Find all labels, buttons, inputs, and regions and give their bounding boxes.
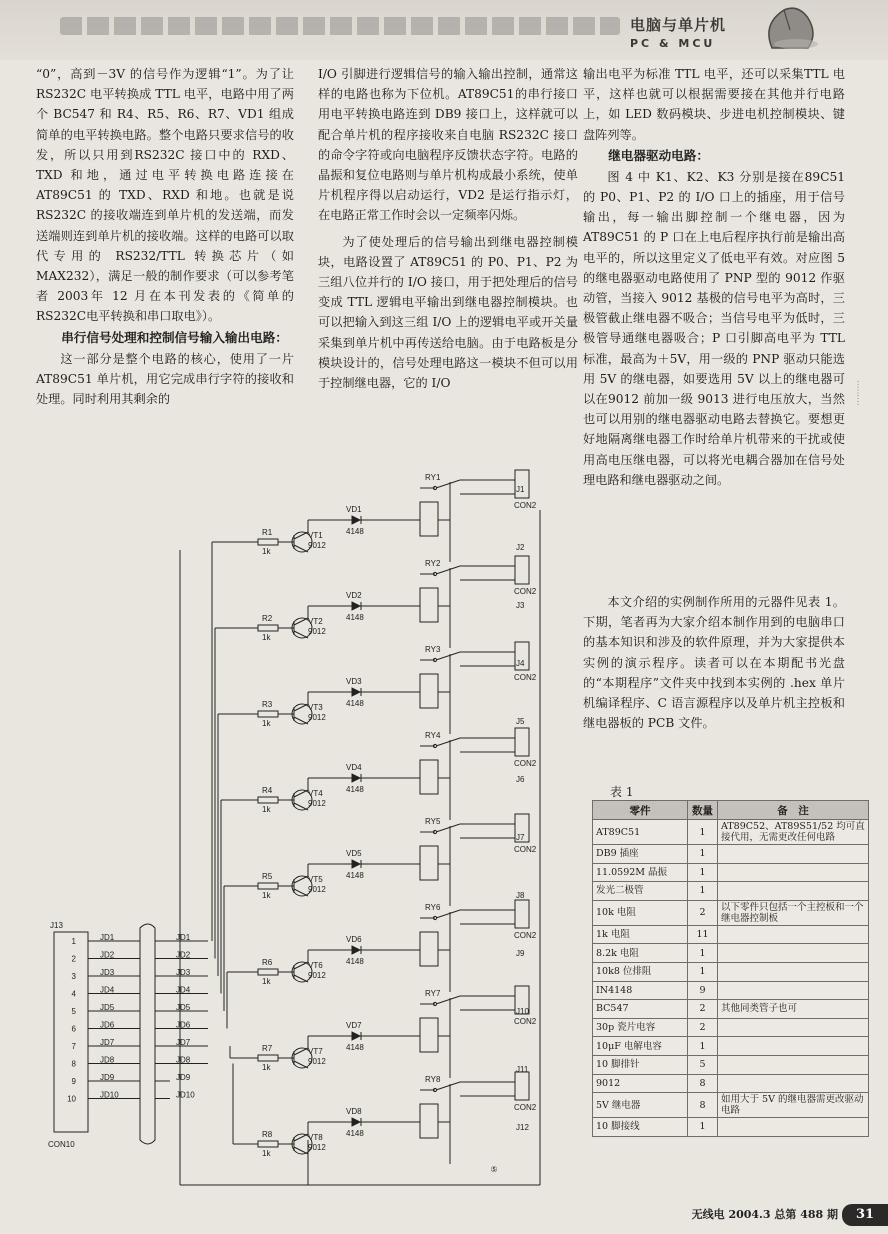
resistor-label: R1 [262,528,273,537]
figure-number: ⑤ [490,1165,498,1174]
part-name: 10 脚排针 [593,1055,688,1074]
part-note [718,1074,869,1093]
table-header: 数量 [688,801,718,820]
table-header: 备 注 [718,801,869,820]
article-column-2 [318,64,578,393]
part-quantity: 1 [688,944,718,963]
part-note [718,882,869,901]
jack-label: J9 [516,949,525,958]
diode-label: VD6 [346,935,362,944]
relay-label: RY2 [425,559,441,568]
net-label: JD7 [176,1038,191,1047]
table-header: 零件 [593,801,688,820]
diode-label: VD5 [346,849,362,858]
table-row [593,820,869,845]
resistor [258,969,278,975]
table-row [593,900,869,925]
diode-label: VD7 [346,1021,362,1030]
transistor-label: VT1 [308,531,323,540]
part-quantity: 5 [688,1055,718,1074]
part-note: 以下零件只包括一个主控板和一个继电器控制板 [718,900,869,925]
connector-label: CON10 [48,1140,75,1149]
resistor [258,797,278,803]
part-name: 8.2k 电阻 [593,944,688,963]
table-row [593,962,869,981]
part-quantity: 1 [688,845,718,864]
part-name: 1k 电阻 [593,925,688,944]
pin-number: 7 [71,1042,76,1051]
paragraph: 为了使处理后的信号输出到继电器控制模块，电路设置了 AT89C51 的 P0、P1、P2 为三组八位并行的 I/O 接口，用于把处理后的信号变成 TTL 逻辑电平输出到继电器控制模块。也可以把输入到这三组 I/O 上的逻辑电平或开关量采集到单片机中再传送给电脑。由于电路板是分模块设计的，信号处理电路这一模块不但可以用于控制继电器，它的 I/O [318,234,578,391]
resistor [258,625,278,631]
part-quantity: 11 [688,925,718,944]
part-quantity: 1 [688,820,718,845]
resistor-value: 1k [262,547,271,556]
part-name: DB9 插座 [593,845,688,864]
transistor-label: VT2 [308,617,323,626]
resistor-value: 1k [262,633,271,642]
part-name: 11.0592M 晶振 [593,863,688,882]
table-row [593,925,869,944]
transistor-model: 9012 [308,1143,326,1152]
transistor-collector [294,618,308,625]
relay-coil [420,588,438,622]
transistor-collector [294,704,308,711]
table-row [593,1118,869,1137]
relay-coil [420,1104,438,1138]
pin-number: 4 [71,989,76,999]
jack-label: J5 [516,717,525,726]
jack-label: J6 [516,775,525,784]
part-quantity: 2 [688,900,718,925]
diode-model: 4148 [346,871,364,880]
article-column-1 [36,64,294,409]
resistor-label: R5 [262,872,273,881]
diode-model: 4148 [346,1129,364,1138]
resistor [258,539,278,545]
pin-number: 9 [71,1077,76,1086]
resistor-label: R8 [262,1130,273,1139]
jack-label: J11 [516,1065,529,1074]
part-note [718,863,869,882]
relay-coil [420,760,438,794]
transistor-model: 9012 [308,799,326,808]
resistor-value: 1k [262,891,271,900]
transistor-label: VT6 [308,961,323,970]
article-column-3 [583,64,845,490]
diode-label: VD8 [346,1107,362,1116]
jack-label: J2 [516,543,525,552]
table-row [593,1000,869,1019]
net-label: JD1 [176,933,191,942]
connector-type: CON2 [514,931,537,940]
net-label: JD9 [100,1073,115,1082]
jack-label: J1 [516,485,525,494]
transistor-emitter [294,631,308,638]
net-label: JD8 [100,1055,115,1065]
relay-label: RY6 [425,903,441,912]
diode-label: VD2 [346,591,362,600]
resistor [258,711,278,717]
output-connector [515,728,529,756]
part-note [718,1055,869,1074]
paragraph: 图 4 中 K1、K2、K3 分别是接在89C51 的 P0、P1、P2 的 I/O 口上的插座，用于信号输出，每一输出脚控制一个继电器，因为 AT89C51 的 P 口在上电后程序执行前是输出高电平的，所以这里定义了低电平有效。对应图 5 的继电器驱动电路使用了 PNP 型的 9012 作驱动管，当接入 9012 基极的信号电平为高时，三极管截止继电器不吸合；当信号电平为低时，三极管导通继电器吸合；P 口引脚高电平为 TTL 标准，最高为＋5V，用一级的 PNP 驱动只能选用 5V 的继电器，如要选用 5V 以上的继电器可以在9012 前加一级 9013 进行电压放大，当然也可以用别的继电器驱动电路去替换它。要想更好地隔离继电器工作时给单片机带来的干扰或使用高电压继电器，可以将光电耦合器加在信号处理电路和继电器驱动之间。 [583,169,845,487]
connector-ref: J13 [50,921,63,930]
resistor-value: 1k [262,1149,271,1158]
diode-model: 4148 [346,1043,364,1052]
part-quantity: 1 [688,1037,718,1056]
article-column-3-end [583,592,845,733]
net-label: JD5 [100,1003,115,1012]
net-label: JD8 [176,1055,191,1065]
transistor-model: 9012 [308,713,326,722]
jack-label: J7 [516,833,525,842]
relay-label: RY1 [425,473,441,482]
part-note [718,1018,869,1037]
relay-coil [420,502,438,536]
part-note [718,1118,869,1137]
table-row [593,863,869,882]
table-row [593,1093,869,1118]
transistor-label: VT8 [308,1133,323,1142]
part-quantity: 9 [688,981,718,1000]
diode-model: 4148 [346,957,364,966]
paragraph: 输出电平为标准 TTL 电平，还可以采集TTL 电平，这样也就可以根据需要接在其他并行电路上，如 LED 数码模块、步进电机控制模块、键盘阵列等。 [583,67,845,142]
connector-type: CON2 [514,673,537,682]
connector-type: CON2 [514,845,537,854]
transistor-emitter [294,545,308,552]
transistor-collector [294,1048,308,1055]
jack-label: J10 [516,1007,529,1016]
resistor-value: 1k [262,719,271,728]
section-heading: 串行信号处理和控制信号输入输出电路： [61,329,288,345]
transistor-emitter [294,1061,308,1068]
margin-bleed-text: ········· [852,380,862,406]
resistor-value: 1k [262,805,271,814]
part-name: 10μF 电解电容 [593,1037,688,1056]
connector-type: CON2 [514,1103,537,1112]
jack-label: J4 [516,659,525,668]
resistor-label: R7 [262,1044,273,1053]
connector-type: CON2 [514,759,537,768]
part-name: IN4148 [593,981,688,1000]
transistor-model: 9012 [308,971,326,980]
resistor-label: R6 [262,958,273,967]
net-label: JD6 [176,1020,191,1030]
transistor-collector [294,1134,308,1141]
net-label: JD10 [100,1090,119,1100]
transistor-label: VT3 [308,703,323,712]
diode-label: VD1 [346,505,362,514]
relay-label: RY4 [425,731,441,740]
connector-type: CON2 [514,587,537,596]
net-label: JD5 [176,1003,191,1012]
output-connector [515,900,529,928]
pin-number: 6 [71,1024,76,1034]
paragraph: “0”，高到－3V 的信号作为逻辑“1”。为了让RS232C 电平转换成 TTL 电平，电路中用了两个 BC547 和 R4、R5、R6、R7、VD1 组成简单的电平转换电路。整个电路只要求信号的收发，所以只用到RS232C 接口中的 RXD、TXD 和地，通过电平转换电路连接在 AT89C51 的 TXD、RXD 和地。也就是说 RS232C 的接收端连到单片机的发送端，而发送端则连到单片机的接收端。这样的电路可以取代专用的 RS232/TTL 转换芯片（如 MAX232），满足一般的制作要求（可以参考笔者 2003年 12 月在本刊发表的《简单的 RS232C电平转换和串口取电》）。 [36,67,294,324]
pin-number: 3 [71,972,76,981]
output-connector [515,556,529,584]
paragraph: I/O 引脚进行逻辑信号的输入输出控制，通常这样的电路也称为下位机。AT89C51的串行接口用电平转换电路连到 DB9 接口上，这样就可以配合单片机的程序接收来自电脑 RS232C 接口的命令字符或向电脑程序反馈状态字符。电路的晶振和复位电路则与单片机构成最小系统，使单片机程序得以启动运行，VD2 是运行指示灯，在电路正常工作时会以一定频率闪烁。 [318,67,578,223]
transistor-label: VT4 [308,789,323,798]
diode-model: 4148 [346,785,364,794]
net-label: JD3 [176,968,191,977]
jack-label: J3 [516,601,525,610]
part-name: 10k8 位排阻 [593,962,688,981]
resistor-value: 1k [262,1063,271,1072]
output-connector [515,1072,529,1100]
header-band [0,0,888,60]
wire-bundle [140,924,155,1144]
part-note [718,981,869,1000]
mouse-icon [758,4,822,52]
transistor-model: 9012 [308,541,326,550]
net-label: JD10 [176,1090,195,1100]
relay-label: RY7 [425,989,441,998]
net-label: JD4 [100,985,115,995]
part-quantity: 1 [688,1118,718,1137]
table-row [593,981,869,1000]
part-note [718,845,869,864]
table-row [593,1018,869,1037]
transistor-collector [294,962,308,969]
transistor-label: VT7 [308,1047,323,1056]
table-row [593,1074,869,1093]
table-row [593,944,869,963]
relay-coil [420,674,438,708]
transistor-collector [294,532,308,539]
connector-type: CON2 [514,1017,537,1026]
pin-number: 10 [67,1094,76,1104]
paragraph: 这一部分是整个电路的核心，使用了一片 AT89C51 单片机，用它完成串行字符的接收和处理。同时利用其剩余的 [36,351,294,407]
pin-number: 2 [71,954,76,964]
table-row [593,1037,869,1056]
part-note: 如用大于 5V 的继电器需更改驱动电路 [718,1093,869,1118]
page-number: 31 [842,1204,888,1226]
part-note [718,944,869,963]
transistor-emitter [294,889,308,896]
net-label: JD9 [176,1073,191,1082]
transistor-emitter [294,803,308,810]
relay-coil [420,846,438,880]
part-quantity: 2 [688,1000,718,1019]
brand-subtitle: PC & MCU [630,37,716,50]
resistor-label: R4 [262,786,273,795]
resistor-value: 1k [262,977,271,986]
net-label: JD6 [100,1020,115,1030]
resistor [258,883,278,889]
parts-table [592,800,869,1137]
table-row [593,882,869,901]
part-name: 10k 电阻 [593,900,688,925]
diode-model: 4148 [346,527,364,536]
relay-driver-schematic [40,473,580,1195]
part-name: 9012 [593,1074,688,1093]
part-quantity: 1 [688,882,718,901]
connector-type: CON2 [514,501,537,510]
net-label: JD2 [176,950,191,960]
jack-label: J8 [516,891,525,900]
part-quantity: 1 [688,863,718,882]
part-note: AT89C52、AT89S51/52 均可直接代用，无需更改任何电路 [718,820,869,845]
diode-model: 4148 [346,613,364,622]
transistor-model: 9012 [308,1057,326,1066]
part-name: BC547 [593,1000,688,1019]
part-name: AT89C51 [593,820,688,845]
pin-number: 5 [71,1007,76,1016]
transistor-emitter [294,975,308,982]
net-label: JD2 [100,950,115,960]
transistor-model: 9012 [308,627,326,636]
relay-label: RY3 [425,645,441,654]
magazine-issue: 无线电 2004.3 总第 488 期 [691,1208,838,1221]
diode-model: 4148 [346,699,364,708]
pin-number: 8 [71,1059,76,1069]
table-row [593,1055,869,1074]
net-label: JD4 [176,985,191,995]
brand-title: 电脑与单片机 [630,16,727,34]
part-quantity: 1 [688,962,718,981]
resistor [258,1141,278,1147]
part-name: 10 脚接线 [593,1118,688,1137]
part-name: 5V 继电器 [593,1093,688,1118]
header-decoration [60,17,620,35]
part-note [718,1037,869,1056]
part-name: 30p 瓷片电容 [593,1018,688,1037]
net-label: JD3 [100,968,115,977]
part-quantity: 2 [688,1018,718,1037]
part-name: 发光二极管 [593,882,688,901]
transistor-collector [294,790,308,797]
relay-label: RY5 [425,817,441,826]
diode-label: VD3 [346,677,362,686]
relay-label: RY8 [425,1075,441,1084]
resistor-label: R2 [262,614,273,623]
table-row [593,845,869,864]
part-note [718,925,869,944]
part-note [718,962,869,981]
resistor-label: R3 [262,700,273,709]
resistor [258,1055,278,1061]
net-label: JD1 [100,933,115,942]
part-quantity: 8 [688,1074,718,1093]
relay-coil [420,932,438,966]
transistor-collector [294,876,308,883]
jack-label: J12 [516,1123,529,1132]
table-title: 表 1 [610,785,634,799]
diode-label: VD4 [346,763,362,772]
part-quantity: 8 [688,1093,718,1118]
transistor-emitter [294,717,308,724]
transistor-label: VT5 [308,875,323,884]
transistor-model: 9012 [308,885,326,894]
transistor-emitter [294,1147,308,1154]
pin-number: 1 [71,937,76,946]
net-label: JD7 [100,1038,115,1047]
part-note: 其他同类管子也可 [718,1000,869,1019]
paragraph: 本文介绍的实例制作所用的元器件见表 1。下期，笔者再为大家介绍本制作用到的电脑串口的基本知识和涉及的软件原理，并为大家提供本实例的演示程序。读者可以在本期配书光盘的“本期程序”文件夹中找到本实例的 .hex 单片机编译程序、C 语言源程序以及单片机主控板和继电器板的 PCB 文件。 [583,595,845,731]
relay-coil [420,1018,438,1052]
section-heading: 继电器驱动电路： [608,147,709,163]
